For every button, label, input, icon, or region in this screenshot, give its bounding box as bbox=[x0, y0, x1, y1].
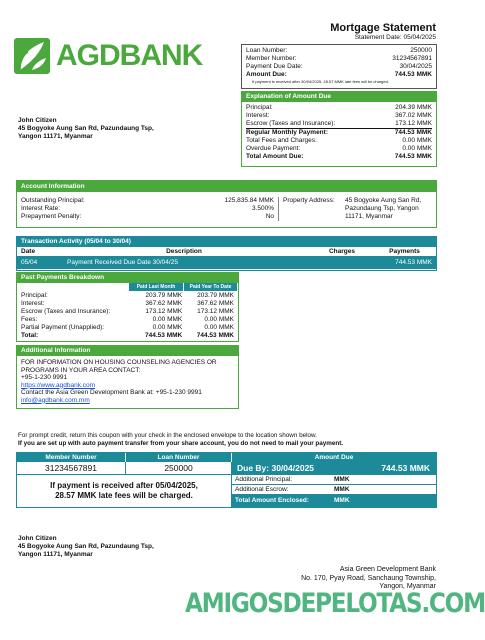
past-label: Escrow (Taxes and Insurance): bbox=[21, 308, 111, 315]
past-payments-column-headers bbox=[17, 283, 238, 291]
account-value: 125,835.84 MMK bbox=[224, 197, 274, 204]
contact-line: Contact the Asia Green Development Bank at: +95-1-230 9991 bbox=[21, 389, 202, 396]
explanation-label: Total Amount Due: bbox=[246, 153, 304, 160]
summary-label: Payment Due Date: bbox=[246, 63, 303, 70]
summary-row bbox=[246, 55, 432, 63]
past-payments-box bbox=[16, 272, 239, 342]
explanation-row bbox=[246, 137, 432, 145]
col-loan-number: Loan Number bbox=[125, 453, 231, 462]
summary-value: 250000 bbox=[410, 47, 432, 54]
coupon-due-by: Due By: 30/04/2025 bbox=[237, 463, 315, 473]
bank-line1: No. 170, Pyay Road, Sanchaung Township, bbox=[301, 574, 436, 582]
summary-label: Member Number: bbox=[246, 55, 297, 62]
summary-label: Amount Due: bbox=[246, 71, 287, 78]
explanation-row bbox=[246, 145, 432, 153]
borrower-line1: 45 Bogyoke Aung San Rd, Pazundaung Tsp, bbox=[18, 125, 154, 132]
summary-label: Loan Number: bbox=[246, 47, 288, 54]
watermark: AMIGOSDEPELOTAS.COM bbox=[185, 588, 485, 619]
explanation-value: 744.53 MMK bbox=[394, 129, 432, 136]
additional-escrow-label: Additional Escrow: bbox=[235, 486, 289, 493]
late-line2: 28.57 MMK late fees will be charged. bbox=[55, 491, 193, 500]
property-line: 11171, Myanmar bbox=[345, 213, 393, 220]
mail-to-line1: 45 Bogyoke Aung San Rd, Pazundaung Tsp, bbox=[18, 543, 154, 550]
mail-to-line2: Yangon 11171, Myanmar bbox=[18, 551, 93, 558]
past-ytd: 173.12 MMK bbox=[197, 308, 234, 315]
transaction-description: Payment Received Due Date 30/04/25 bbox=[67, 259, 178, 266]
account-value: No bbox=[265, 213, 274, 220]
property-line: 45 Bogyoke Aung San Rd, bbox=[345, 197, 422, 204]
coupon-values-row bbox=[17, 462, 436, 474]
past-label: Total: bbox=[21, 332, 39, 339]
explanation-label: Interest: bbox=[246, 112, 270, 119]
past-ytd: 203.79 MMK bbox=[197, 292, 234, 299]
total-enclosed-input[interactable]: MMK bbox=[334, 497, 350, 504]
transaction-payments: 744.53 MMK bbox=[395, 259, 432, 266]
explanation-row bbox=[246, 153, 432, 161]
past-payment-row bbox=[21, 332, 234, 340]
past-ytd: 0.00 MMK bbox=[204, 324, 234, 331]
borrower-address bbox=[18, 117, 154, 141]
account-values bbox=[21, 197, 279, 221]
statement-title: Mortgage Statement bbox=[330, 22, 436, 34]
col-amount-due: Amount Due bbox=[231, 453, 436, 462]
account-info-header: Account Information bbox=[17, 181, 436, 192]
instruction-line1: For prompt credit, return this coupon with your check in the enclosed envelope to the location shown below. bbox=[18, 432, 317, 439]
explanation-header: Explanation of Amount Due bbox=[242, 92, 436, 102]
property-address bbox=[279, 197, 421, 221]
mail-to-name: John Citizen bbox=[18, 535, 57, 542]
coupon-loan-number: 250000 bbox=[125, 462, 231, 474]
explanation-box bbox=[241, 91, 437, 167]
past-ytd: 744.53 MMK bbox=[196, 332, 234, 339]
col-date: Date bbox=[21, 248, 36, 255]
past-payment-row bbox=[21, 308, 234, 316]
col-member-number: Member Number bbox=[45, 454, 97, 461]
late-fee-note: If payment is received after 30/04/2025, 28.57 MMK late fees will be charged. bbox=[252, 79, 389, 84]
explanation-row bbox=[246, 120, 432, 129]
past-payment-row bbox=[21, 300, 234, 308]
account-value: 3.500% bbox=[251, 205, 274, 212]
property-label: Property Address: bbox=[283, 197, 335, 204]
total-enclosed-row bbox=[232, 495, 436, 507]
explanation-label: Principal: bbox=[246, 104, 273, 111]
past-label: Partial Payment (Unapplied): bbox=[21, 324, 105, 331]
borrower-line2: Yangon 11171, Myanmar bbox=[18, 133, 93, 140]
coupon-bottom-row bbox=[17, 474, 436, 507]
additional-principal-label: Additional Principal: bbox=[235, 476, 293, 483]
account-row bbox=[21, 197, 274, 205]
coupon-due-amount: 744.53 MMK bbox=[381, 463, 430, 473]
past-ytd: 367.62 MMK bbox=[197, 300, 234, 307]
past-payment-row bbox=[21, 324, 234, 332]
account-label: Prepayment Penalty: bbox=[21, 213, 82, 220]
explanation-label: Regular Monthly Payment: bbox=[246, 129, 328, 136]
bank-name: Asia Green Development Bank bbox=[339, 566, 436, 573]
summary-value: 30/04/2025 bbox=[399, 63, 432, 70]
past-label: Interest: bbox=[21, 300, 45, 307]
bank-logo bbox=[14, 36, 202, 76]
explanation-value: 0.00 MMK bbox=[402, 137, 432, 144]
additional-info-header: Additional Information bbox=[17, 346, 238, 356]
coupon-header-row bbox=[17, 453, 436, 462]
coupon-member-number: 31234567891 bbox=[44, 463, 97, 473]
explanation-row bbox=[246, 104, 432, 112]
col-paid-ytd: Paid Year To Date bbox=[184, 283, 237, 291]
col-description: Description bbox=[166, 248, 202, 255]
transaction-box bbox=[16, 236, 437, 271]
summary-row bbox=[246, 47, 432, 55]
account-label: Interest Rate: bbox=[21, 205, 61, 212]
explanation-label: Escrow (Taxes and Insurance): bbox=[246, 120, 336, 127]
additional-escrow-row bbox=[232, 485, 436, 495]
enclosed-amounts bbox=[231, 475, 436, 507]
bank-line2: Yangon, Myanmar bbox=[379, 583, 436, 590]
transaction-column-headers bbox=[17, 247, 436, 257]
total-enclosed-label: Total Amount Enclosed: bbox=[235, 497, 310, 504]
website-link[interactable]: https://www.agdbank.com bbox=[21, 381, 96, 389]
past-last: 367.62 MMK bbox=[145, 300, 183, 307]
col-charges: Charges bbox=[328, 248, 355, 255]
account-row bbox=[21, 205, 274, 213]
summary-value: 31234567891 bbox=[392, 55, 432, 62]
past-payment-row bbox=[21, 292, 234, 300]
past-ytd: 0.00 MMK bbox=[204, 316, 234, 323]
instruction-line2: If you are set up with auto payment transfer from your share account, you do not need to mail your payment. bbox=[18, 440, 344, 447]
col-paid-last-month: Paid Last Month bbox=[129, 283, 183, 291]
past-last: 0.00 MMK bbox=[152, 316, 183, 323]
explanation-value: 744.53 MMK bbox=[394, 153, 432, 160]
col-payments: Payments bbox=[389, 248, 420, 255]
additional-principal-row bbox=[232, 475, 436, 485]
logo-text: AGDBANK bbox=[56, 39, 203, 72]
additional-escrow-input[interactable]: MMK bbox=[334, 486, 350, 493]
email-link[interactable]: info@agdbank.com.mm bbox=[21, 396, 90, 404]
late-fee-warning bbox=[17, 475, 231, 507]
additional-principal-input[interactable]: MMK bbox=[334, 476, 350, 483]
explanation-row bbox=[246, 112, 432, 120]
transaction-row bbox=[17, 257, 436, 269]
spacer bbox=[17, 283, 129, 291]
past-last: 203.79 MMK bbox=[145, 292, 183, 299]
explanation-label: Overdue Payment: bbox=[246, 145, 301, 152]
statement-date: Statement Date: 05/04/2025 bbox=[354, 34, 436, 41]
past-label: Principal: bbox=[21, 292, 48, 299]
leaf-logo-icon bbox=[14, 36, 52, 76]
explanation-value: 173.12 MMK bbox=[395, 120, 432, 127]
payment-coupon bbox=[16, 452, 437, 508]
past-last: 173.12 MMK bbox=[145, 308, 183, 315]
explanation-value: 204.39 MMK bbox=[395, 104, 432, 111]
explanation-row bbox=[246, 129, 432, 137]
housing-line1: FOR INFORMATION ON HOUSING COUNSELING AGENCIES OR bbox=[21, 359, 217, 366]
past-label: Fees: bbox=[21, 316, 38, 323]
coupon-due-cell bbox=[231, 462, 436, 474]
summary-row bbox=[246, 63, 432, 71]
past-payment-row bbox=[21, 316, 234, 324]
summary-value: 744.53 MMK bbox=[394, 71, 432, 78]
transaction-header: Transaction Activity (05/04 to 30/04) bbox=[17, 237, 436, 247]
explanation-label: Total Fees and Charges: bbox=[246, 137, 317, 144]
transaction-charges bbox=[311, 257, 373, 269]
explanation-value: 367.02 MMK bbox=[395, 112, 432, 119]
past-last: 0.00 MMK bbox=[152, 324, 183, 331]
account-info-box bbox=[16, 180, 437, 228]
housing-line2: PROGRAMS IN YOUR AREA CONTACT: bbox=[21, 366, 141, 374]
mail-to-address bbox=[18, 535, 154, 559]
account-row bbox=[21, 213, 274, 221]
late-line1: If payment is received after 05/04/2025, bbox=[50, 481, 198, 490]
phone: +95-1-230 9991 bbox=[21, 374, 68, 381]
account-label: Outstanding Principal: bbox=[21, 197, 85, 204]
statement-header bbox=[330, 22, 436, 41]
transaction-date: 05/04 bbox=[21, 259, 38, 266]
coupon-instructions bbox=[18, 432, 343, 448]
loan-summary-box bbox=[241, 44, 437, 89]
explanation-value: 0.00 MMK bbox=[402, 145, 432, 152]
summary-row bbox=[246, 71, 432, 79]
borrower-name: John Citizen bbox=[18, 117, 57, 124]
past-payments-header: Past Payments Breakdown bbox=[17, 273, 238, 283]
property-line: Pazundaung Tsp, Yangon bbox=[345, 205, 419, 212]
past-last: 744.53 MMK bbox=[145, 332, 183, 339]
additional-info-box bbox=[16, 345, 239, 409]
